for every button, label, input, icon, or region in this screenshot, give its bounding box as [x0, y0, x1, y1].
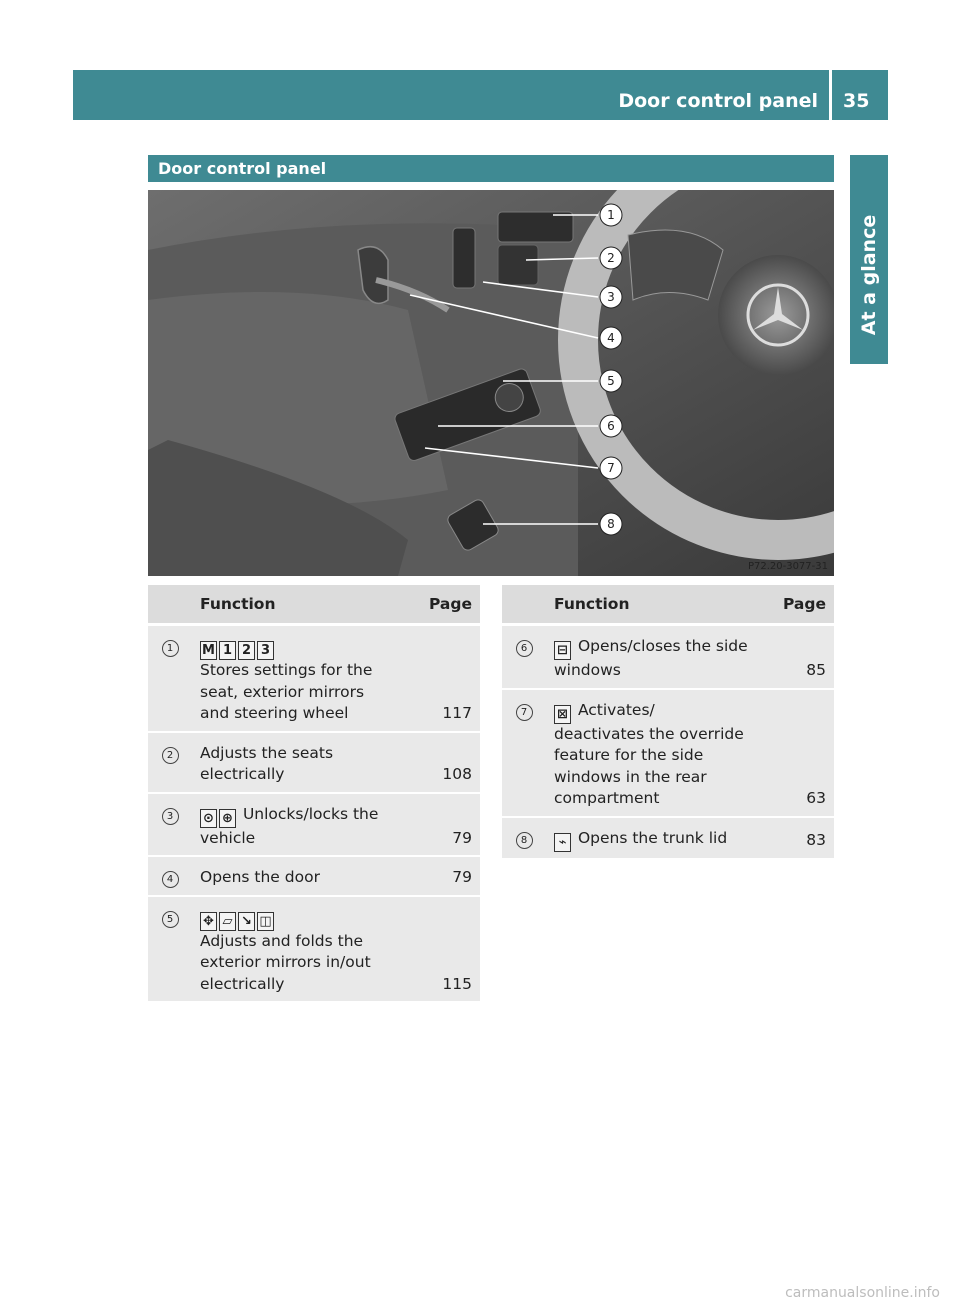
button-symbol-icon: 3	[257, 641, 274, 660]
callout-7	[600, 457, 622, 479]
row-number-circle: 5	[162, 911, 179, 928]
button-symbol-icon: ↘	[238, 912, 255, 931]
button-symbols	[200, 636, 394, 660]
callout-2	[600, 247, 622, 269]
button-symbol-icon: ⊙	[200, 809, 217, 828]
row-number	[502, 689, 546, 817]
header-bar	[73, 70, 888, 120]
side-tab-label-wrap	[850, 190, 888, 360]
row-number-circle: 2	[162, 747, 179, 764]
row-page: 83	[756, 817, 834, 859]
button-symbol-icon: ▱	[219, 912, 236, 931]
row-function	[192, 732, 402, 793]
row-number-circle: 6	[516, 640, 533, 657]
callout-8	[600, 513, 622, 535]
button-symbols	[554, 829, 573, 850]
row-number-circle: 1	[162, 640, 179, 657]
row-function-text: Opens/closes the side windows	[554, 637, 748, 679]
button-symbol-icon: ⊟	[554, 641, 571, 660]
button-symbol-icon: ⌁	[554, 833, 571, 852]
row-number	[148, 793, 192, 857]
button-symbol-icon: ⊠	[554, 705, 571, 724]
row-function-text: Opens the trunk lid	[577, 828, 728, 847]
table-row	[148, 856, 480, 896]
button-symbol-icon: ⊕	[219, 809, 236, 828]
callout-label-3: 3	[607, 290, 615, 304]
callout-label-5: 5	[607, 374, 615, 388]
row-function	[192, 896, 402, 1003]
callout-6	[600, 415, 622, 437]
row-page: 115	[402, 896, 480, 1003]
row-number	[148, 896, 192, 1003]
function-table-right	[502, 585, 834, 860]
button-symbol-icon: 1	[219, 641, 236, 660]
function-table-left	[148, 585, 480, 1003]
row-function	[546, 625, 756, 689]
callout-label-8: 8	[607, 517, 615, 531]
row-function-text: Activates/ deactivates the override feature for the side windows in the rear compartment	[554, 700, 744, 807]
side-tab-label: At a glance	[858, 214, 881, 336]
callout-1	[600, 204, 622, 226]
header-page: Page	[402, 585, 480, 625]
row-function	[546, 817, 756, 859]
row-page: 85	[756, 625, 834, 689]
section-title: Door control panel	[148, 155, 834, 182]
button-symbols	[554, 637, 573, 658]
row-page: 79	[402, 793, 480, 857]
button-symbols	[200, 805, 238, 826]
callout-5	[600, 370, 622, 392]
header-separator	[829, 70, 832, 120]
header-function: Function	[546, 585, 756, 625]
header-num	[502, 585, 546, 625]
photo-code: P72.20-3077-31	[747, 561, 828, 572]
row-page: 108	[402, 732, 480, 793]
button-symbol-icon: M	[200, 641, 217, 660]
table-row	[148, 793, 480, 857]
table-header-row	[148, 585, 480, 625]
row-number-circle: 8	[516, 832, 533, 849]
row-function	[192, 793, 402, 857]
row-number-circle: 3	[162, 808, 179, 825]
table-row	[148, 732, 480, 793]
row-number	[502, 817, 546, 859]
table-header-row	[502, 585, 834, 625]
table-body-right	[502, 625, 834, 859]
table-body-left	[148, 625, 480, 1003]
door-panel-photo	[148, 190, 834, 576]
row-page: 117	[402, 625, 480, 732]
row-function-text: Adjusts the seats electrically	[200, 743, 334, 783]
row-function	[546, 689, 756, 817]
callout-label-7: 7	[607, 461, 615, 475]
footer-watermark: carmanualsonline.info	[785, 1285, 940, 1301]
row-number	[148, 732, 192, 793]
button-symbol-icon: 2	[238, 641, 255, 660]
button-symbol-icon: ◫	[257, 912, 274, 931]
door-panel-illustration	[148, 190, 834, 576]
table-row	[502, 625, 834, 689]
page-number: 35	[843, 90, 870, 112]
callout-label-6: 6	[607, 419, 615, 433]
table-row	[148, 896, 480, 1003]
table-row	[502, 689, 834, 817]
callout-label-1: 1	[607, 208, 615, 222]
row-number	[148, 856, 192, 896]
row-function	[192, 856, 402, 896]
callout-label-4: 4	[607, 331, 615, 345]
row-number-circle: 7	[516, 704, 533, 721]
row-function-text: Opens the door	[200, 868, 320, 886]
button-symbols	[554, 701, 573, 722]
table-row	[502, 817, 834, 859]
button-symbol-icon: ✥	[200, 912, 217, 931]
header-function: Function	[192, 585, 402, 625]
row-number	[502, 625, 546, 689]
header-title: Door control panel	[618, 90, 818, 112]
header-page: Page	[756, 585, 834, 625]
table-row	[148, 625, 480, 732]
callout-4	[600, 327, 622, 349]
button-symbols	[200, 907, 394, 931]
row-function-text: Stores settings for the seat, exterior mirrors and steering wheel	[200, 661, 373, 722]
row-page: 63	[756, 689, 834, 817]
row-number	[148, 625, 192, 732]
callout-label-2: 2	[607, 251, 615, 265]
callout-3	[600, 286, 622, 308]
row-page: 79	[402, 856, 480, 896]
row-function	[192, 625, 402, 732]
row-number-circle: 4	[162, 871, 179, 888]
row-function-text: Adjusts and folds the exterior mirrors in/out electrically	[200, 931, 371, 993]
header-num	[148, 585, 192, 625]
row-function-text: Unlocks/locks the vehicle	[200, 804, 379, 847]
